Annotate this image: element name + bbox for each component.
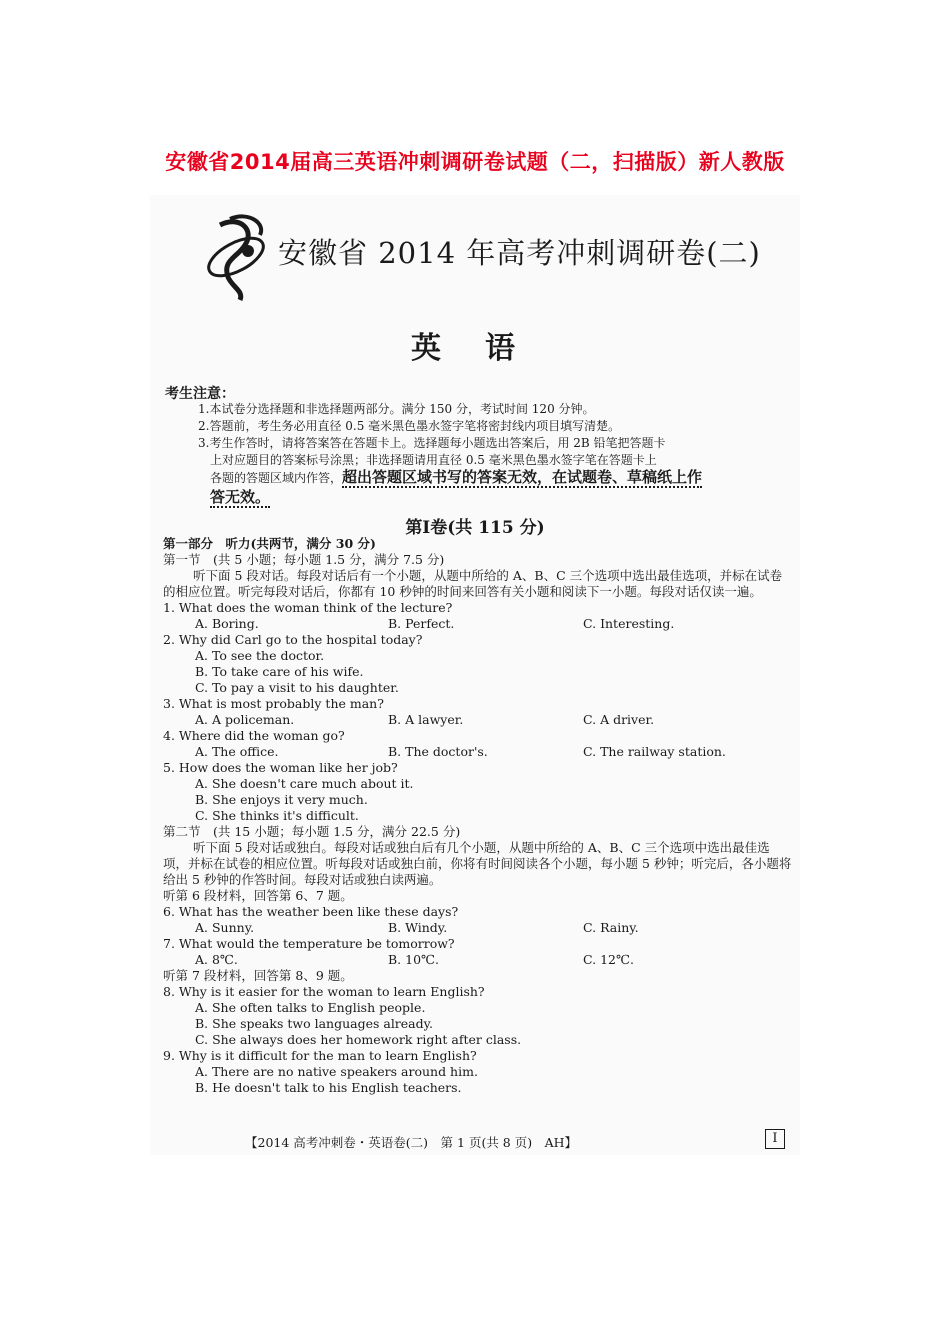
section-instruction: 听下面 5 段对话。每段对话后有一个小题，从题中所给的 A、B、C 三个选项中选出最佳选项，并标在试卷的相应位置。听完每段对话后，你都有 10 秒钟的时间来回答有关小题和阅读下一小题。每段对话仅读一遍。 bbox=[163, 568, 783, 599]
question-text: 5. How does the woman like her job? bbox=[163, 760, 398, 775]
notice-item: 上对应题目的答案标号涂黑；非选择题请用直径 0.5 毫米黑色墨水签字笔在答题卡上 bbox=[210, 453, 657, 467]
option-c: C. The railway station. bbox=[583, 744, 726, 759]
option-a: A. 8℃. bbox=[195, 952, 238, 967]
option-b: B. 10℃. bbox=[388, 952, 439, 967]
section-instruction: 听下面 5 段对话或独白。每段对话或独白后有几个小题，从题中所给的 A、B、C 三个选项中选出最佳选项，并标在试卷的相应位置。听每段对话或独白前，你将有时间阅读各个小题，每小题 5 秒钟；听完后，各小题将给出 5 秒钟的作答时间。每段对话或独白读两遍。 bbox=[163, 840, 792, 887]
notice-list bbox=[198, 401, 793, 507]
question-text: 3. What is most probably the man? bbox=[163, 696, 384, 711]
option-c: C. She always does her homework right after class. bbox=[195, 1032, 522, 1047]
option-b: B. He doesn't talk to his English teachers. bbox=[195, 1080, 462, 1095]
option-c: C. To pay a visit to his daughter. bbox=[195, 680, 399, 695]
question-text: 1. What does the woman think of the lecture? bbox=[163, 600, 453, 615]
material-heading: 听第 7 段材料，回答第 8、9 题。 bbox=[163, 968, 353, 983]
question-options bbox=[163, 952, 793, 968]
option-a: A. She doesn't care much about it. bbox=[195, 776, 414, 791]
option-a: A. There are no native speakers around him. bbox=[195, 1064, 478, 1079]
option-b: B. Perfect. bbox=[388, 616, 455, 631]
scanned-exam-page bbox=[150, 195, 800, 1155]
option-a: A. To see the doctor. bbox=[195, 648, 325, 663]
option-b: B. She speaks two languages already. bbox=[195, 1016, 434, 1031]
notice-item-text: 各题的答题区域内作答， bbox=[210, 471, 343, 485]
option-a: A. The office. bbox=[195, 744, 279, 759]
option-c: C. Interesting. bbox=[583, 616, 675, 631]
option-a: A. Boring. bbox=[195, 616, 259, 631]
page-mark: I bbox=[765, 1129, 785, 1149]
part-heading: 第一部分 听力(共两节，满分 30 分) bbox=[163, 536, 376, 551]
notice-emphasis: 超出答题区域书写的答案无效，在试题卷、草稿纸上作 bbox=[342, 468, 703, 486]
option-c: C. A driver. bbox=[583, 712, 655, 727]
option-b: B. Windy. bbox=[388, 920, 448, 935]
exam-title: 安徽省 2014 年高考冲刺调研卷(二) bbox=[278, 236, 761, 270]
option-c: C. Rainy. bbox=[583, 920, 639, 935]
option-c: C. She thinks it's difficult. bbox=[195, 808, 359, 823]
material-heading: 听第 6 段材料，回答第 6、7 题。 bbox=[163, 888, 353, 903]
listening-section bbox=[163, 536, 793, 1096]
section-heading: 第一节 (共 5 小题；每小题 1.5 分，满分 7.5 分) bbox=[163, 552, 445, 567]
question-options bbox=[163, 920, 793, 936]
notice-emphasis: 答无效。 bbox=[210, 488, 271, 506]
part-title: 第Ⅰ卷(共 115 分) bbox=[405, 518, 545, 538]
document-title: 安徽省2014届高三英语冲刺调研卷试题（二，扫描版）新人教版 bbox=[165, 150, 785, 174]
question-text: 8. Why is it easier for the woman to learn English? bbox=[163, 984, 485, 999]
question-text: 7. What would the temperature be tomorrow? bbox=[163, 936, 455, 951]
notice-item: 1.本试卷分选择题和非选择题两部分。满分 150 分，考试时间 120 分钟。 bbox=[198, 402, 595, 416]
option-a: A. She often talks to English people. bbox=[195, 1000, 426, 1015]
option-b: B. To take care of his wife. bbox=[195, 664, 364, 679]
exam-logo-icon bbox=[200, 205, 275, 305]
option-a: A. A policeman. bbox=[195, 712, 295, 727]
question-text: 4. Where did the woman go? bbox=[163, 728, 345, 743]
option-b: B. She enjoys it very much. bbox=[195, 792, 368, 807]
question-text: 9. Why is it difficult for the man to learn English? bbox=[163, 1048, 477, 1063]
question-text: 2. Why did Carl go to the hospital today? bbox=[163, 632, 423, 647]
question-options bbox=[163, 616, 793, 632]
subject-heading: 英语 bbox=[411, 331, 559, 366]
notice-item: 3.考生作答时，请将答案答在答题卡上。选择题每小题选出答案后，用 2B 铅笔把答题卡 bbox=[198, 436, 666, 450]
question-options bbox=[163, 712, 793, 728]
question-text: 6. What has the weather been like these days? bbox=[163, 904, 459, 919]
notice-item bbox=[198, 469, 793, 487]
section-heading: 第二节 (共 15 小题；每小题 1.5 分，满分 22.5 分) bbox=[163, 824, 461, 839]
option-b: B. A lawyer. bbox=[388, 712, 464, 727]
question-options bbox=[163, 744, 793, 760]
notice-item bbox=[198, 489, 793, 507]
page-footer: 【2014 高考冲刺卷・英语卷(二) 第 1 页(共 8 页) AH】 bbox=[245, 1135, 578, 1150]
option-a: A. Sunny. bbox=[195, 920, 255, 935]
notice-heading: 考生注意： bbox=[165, 386, 235, 402]
option-b: B. The doctor's. bbox=[388, 744, 488, 759]
option-c: C. 12℃. bbox=[583, 952, 634, 967]
notice-item: 2.答题前，考生务必用直径 0.5 毫米黑色墨水签字笔将密封线内项目填写清楚。 bbox=[198, 419, 621, 433]
